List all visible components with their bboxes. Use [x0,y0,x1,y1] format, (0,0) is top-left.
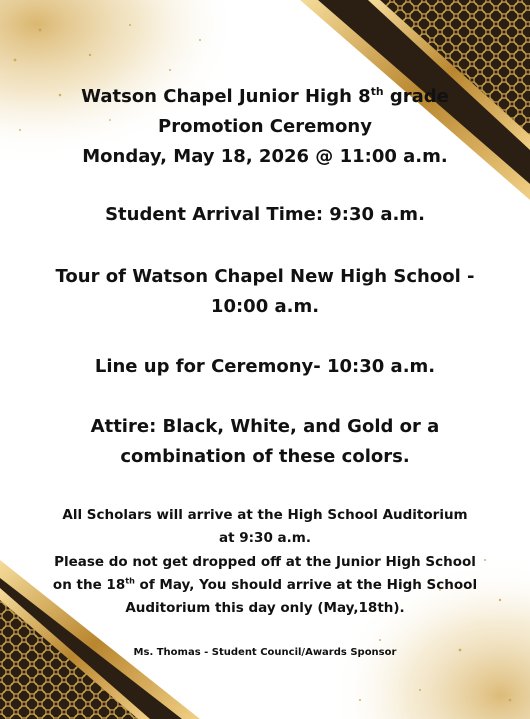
title-line-2: Promotion Ceremony [158,116,372,137]
sponsor-credit: Ms. Thomas - Student Council/Awards Sponsor [133,647,397,658]
note-line-1: All Scholars will arrive at the High School Auditorium [62,507,468,523]
arrival-time: Student Arrival Time: 9:30 a.m. [105,204,425,225]
attire-line-2: combination of these colors. [120,446,410,467]
tour-line-1: Tour of Watson Chapel New High School - [55,266,475,287]
title-line-1: Watson Chapel Junior High 8th grade [81,85,449,107]
lineup-time: Line up for Ceremony- 10:30 a.m. [94,356,436,377]
attire-line-1: Attire: Black, White, and Gold or a [90,416,440,437]
note-line-3: Please do not get dropped off at the Junior High School [54,554,476,570]
note-line-2: at 9:30 a.m. [219,530,311,546]
tour-line-2: 10:00 a.m. [210,296,320,317]
note-line-5: Auditorium this day only (May,18th). [125,600,405,616]
event-date-time: Monday, May 18, 2026 @ 11:00 a.m. [82,146,448,167]
note-line-4: on the 18th of May, You should arrive at the High School [52,575,478,593]
